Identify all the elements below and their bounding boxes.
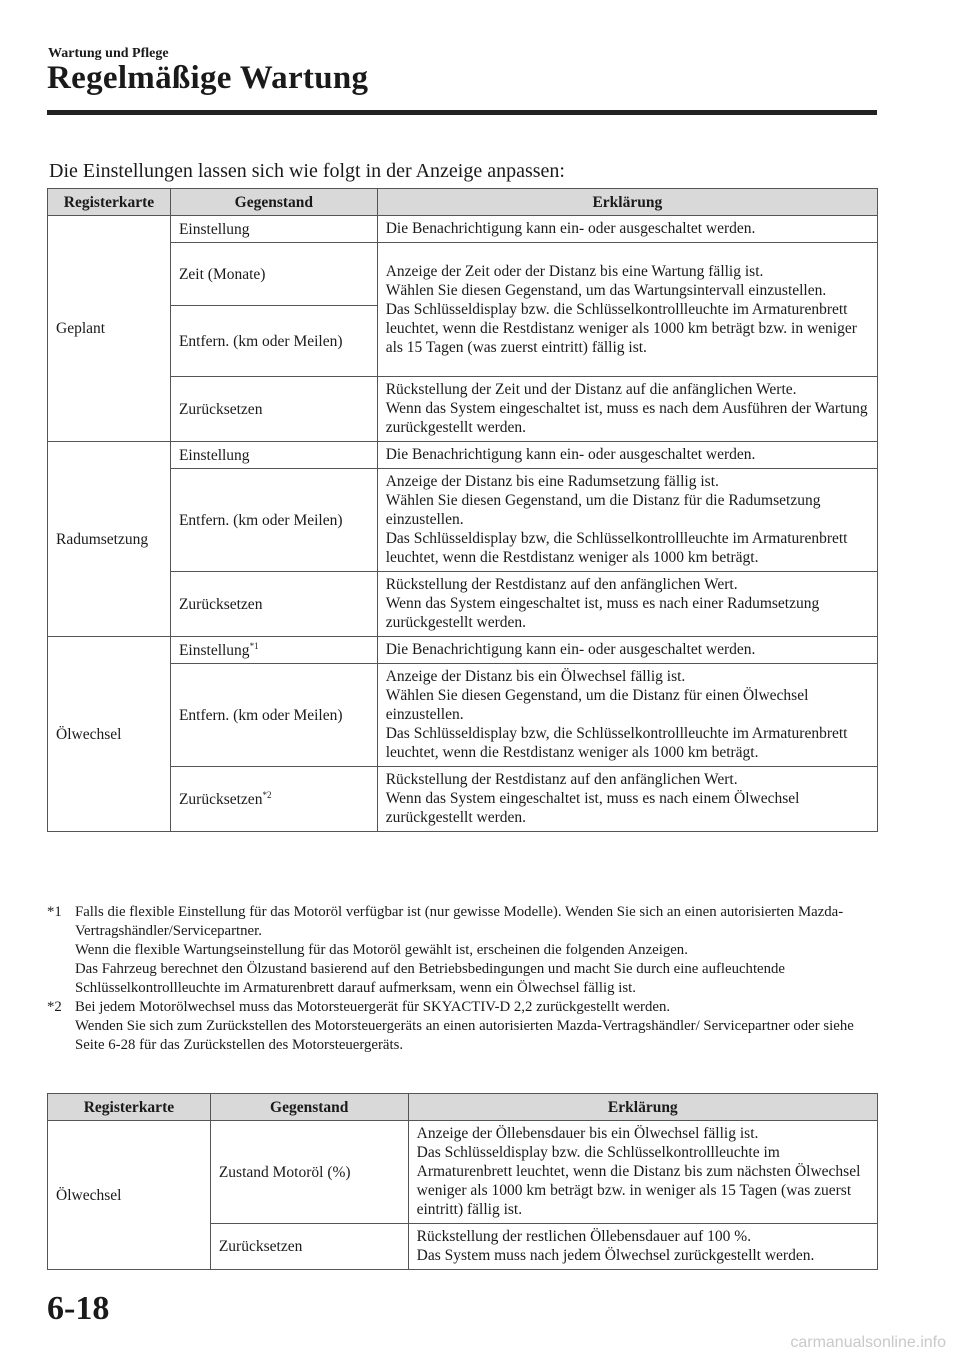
header-gegenstand: Gegenstand [170, 189, 377, 216]
header-registerkarte: Registerkarte [48, 189, 171, 216]
intro-text: Die Einstellungen lassen sich wie folgt in der Anzeige anpassen: [49, 160, 565, 182]
footnotes [47, 903, 877, 1055]
footnote-mark: *2 [47, 999, 62, 1015]
category-oelwechsel: Ölwechsel [48, 1121, 211, 1270]
explanation-cell: Die Benachrichtigung kann ein- oder ausgeschaltet werden. [377, 637, 877, 664]
explanation-cell: Anzeige der Zeit oder der Distanz bis eine Wartung fällig ist. Wählen Sie diesen Gegenstand, um das Wartungsintervall einzustellen. Das Schlüsseldisplay bzw. die Schlüsselkontrollleuchte im Armaturenbrett leuchtet, wenn die Restdistanz weniger als 1000 km beträgt bzw. in weniger als 15 Tagen (was zuerst eintritt) fällig ist. [377, 243, 877, 377]
header-erklaerung: Erklärung [408, 1094, 877, 1121]
table-header-row [48, 189, 878, 216]
explanation-cell: Rückstellung der Restdistanz auf den anfänglichen Wert. Wenn das System eingeschaltet ist, muss es nach einer Radumsetzung zurückgestellt werden. [377, 572, 877, 637]
item-cell: Zurücksetzen [170, 377, 377, 442]
table-row [48, 767, 878, 832]
footnote-mark: *1 [47, 904, 62, 920]
category-geplant: Geplant [48, 216, 171, 442]
item-cell: Zurücksetzen [170, 572, 377, 637]
item-cell [170, 637, 377, 664]
page-number: 6-18 [47, 1290, 110, 1327]
category-oelwechsel: Ölwechsel [48, 637, 171, 832]
explanation-cell: Rückstellung der Restdistanz auf den anfänglichen Wert. Wenn das System eingeschaltet ist, muss es nach einem Ölwechsel zurückgestellt werden. [377, 767, 877, 832]
footnote-2 [47, 998, 877, 1055]
table-row [48, 377, 878, 442]
item-cell [170, 767, 377, 832]
table-header-row [48, 1094, 878, 1121]
table-row [48, 442, 878, 469]
item-cell: Zeit (Monate) [170, 243, 377, 306]
footnote-text: Bei jedem Motorölwechsel muss das Motorsteuergerät für SKYACTIV-D 2,2 zurückgestellt werden. Wenden Sie sich zum Zurückstellen des Motorsteuergeräts an einen autorisierten Mazda-Vertragshändler/ Servicepartner oder siehe Seite 6-28 für das Zurückstellen des Motorsteuergeräts. [75, 999, 854, 1053]
category-radumsetzung: Radumsetzung [48, 442, 171, 637]
explanation-cell: Rückstellung der Zeit und der Distanz auf die anfänglichen Werte. Wenn das System eingeschaltet ist, muss es nach dem Ausführen der Wartung zurückgestellt werden. [377, 377, 877, 442]
table-row [48, 572, 878, 637]
section-label: Wartung und Pflege [48, 46, 169, 61]
table-row [48, 469, 878, 572]
item-cell: Entfern. (km oder Meilen) [170, 664, 377, 767]
footnote-text: Falls die flexible Einstellung für das Motoröl verfügbar ist (nur gewisse Modelle). Wenden Sie sich an einen autorisierten Mazda-Vertragshändler/Servicepartner. Wenn die flexible Wartungseinstellung für das Motoröl gewählt ist, erscheinen die folgenden Anzeigen. Das Fahrzeug berechnet den Ölzustand basierend auf den Betriebsbedingungen und macht Sie durch eine aufleuchtende Schlüsselkontrollleuchte im Armaturenbrett darauf aufmerksam, wenn ein Ölwechsel fällig ist. [75, 904, 844, 996]
explanation-cell: Anzeige der Distanz bis eine Radumsetzung fällig ist. Wählen Sie diesen Gegenstand, um die Distanz für die Radumsetzung einzustellen. Das Schlüsseldisplay bzw, die Schlüsselkontrollleuchte im Armaturenbrett leuchtet, wenn die Restdistanz weniger als 1000 km beträgt. [377, 469, 877, 572]
settings-table [47, 188, 878, 832]
table-row [48, 664, 878, 767]
footnote-1 [47, 903, 877, 998]
item-cell: Zurücksetzen [210, 1224, 408, 1270]
oil-table [47, 1093, 878, 1270]
header-registerkarte: Registerkarte [48, 1094, 211, 1121]
item-label: Zurücksetzen [178, 790, 263, 808]
explanation-cell: Die Benachrichtigung kann ein- oder ausgeschaltet werden. [377, 216, 877, 243]
footnote-ref: *1 [249, 640, 259, 651]
explanation-cell: Anzeige der Öllebensdauer bis ein Ölwechsel fällig ist. Das Schlüsseldisplay bzw. die Schlüsselkontrollleuchte im Armaturenbrett leuchtet, wenn die Distanz bis zum nächsten Ölwechsel weniger als 1000 km beträgt bzw. in weniger als 15 Tagen (was zuerst eintritt) fällig ist. [408, 1121, 877, 1224]
header-erklaerung: Erklärung [377, 189, 877, 216]
watermark: carmanualsonline.info [790, 1334, 946, 1351]
item-cell: Einstellung [170, 216, 377, 243]
explanation-cell: Rückstellung der restlichen Öllebensdauer auf 100 %. Das System muss nach jedem Ölwechsel zurückgestellt werden. [408, 1224, 877, 1270]
item-cell: Zustand Motoröl (%) [210, 1121, 408, 1224]
page-title: Regelmäßige Wartung [47, 60, 369, 96]
table-row [48, 637, 878, 664]
header-gegenstand: Gegenstand [210, 1094, 408, 1121]
header-rule [47, 110, 877, 115]
table-row [48, 243, 878, 306]
explanation-cell: Anzeige der Distanz bis ein Ölwechsel fällig ist. Wählen Sie diesen Gegenstand, um die Distanz für einen Ölwechsel einzustellen. Das Schlüsseldisplay bzw, die Schlüsselkontrollleuchte im Armaturenbrett leuchtet, wenn die Restdistanz weniger als 1000 km beträgt. [377, 664, 877, 767]
item-cell: Entfern. (km oder Meilen) [170, 469, 377, 572]
table-row [48, 216, 878, 243]
item-cell: Entfern. (km oder Meilen) [170, 306, 377, 377]
footnote-ref: *2 [262, 789, 272, 800]
table-row [48, 1121, 878, 1224]
item-label: Einstellung [178, 641, 250, 659]
item-cell: Einstellung [170, 442, 377, 469]
explanation-cell: Die Benachrichtigung kann ein- oder ausgeschaltet werden. [377, 442, 877, 469]
